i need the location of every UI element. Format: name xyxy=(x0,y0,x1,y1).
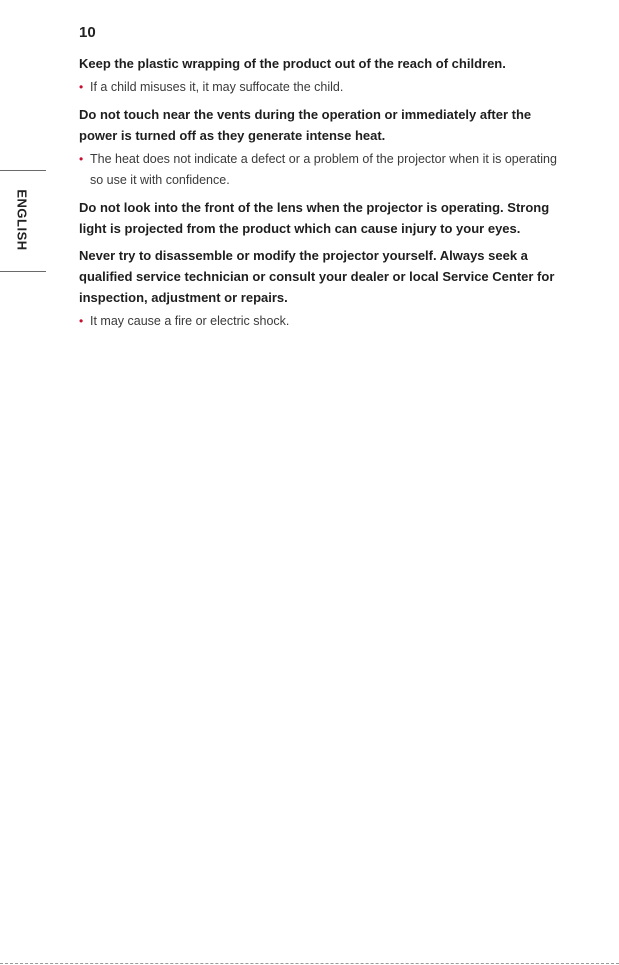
bullet-item xyxy=(79,311,557,332)
bullet-icon: • xyxy=(79,80,84,94)
bullet-text: It may cause a fire or electric shock. xyxy=(90,314,290,328)
warning-heading: Do not look into the front of the lens when the projector is operating. Strong light is projected from the product which can cause injury to your eyes. xyxy=(79,200,550,236)
bullet-list xyxy=(79,311,557,332)
bullet-text: The heat does not indicate a defect or a problem of the projector when it is operating so use it with confidence. xyxy=(90,152,557,187)
warning-heading: Keep the plastic wrapping of the product out of the reach of children. xyxy=(79,56,506,71)
safety-section xyxy=(79,197,557,239)
safety-section xyxy=(79,53,557,98)
safety-section xyxy=(79,245,557,332)
warning-heading: Do not touch near the vents during the operation or immediately after the power is turned off as they generate intense heat. xyxy=(79,107,532,143)
safety-content xyxy=(79,53,557,338)
warning-heading: Never try to disassemble or modify the projector yourself. Always seek a qualified service technician or consult your dealer or local Service Center for inspection, adjustment or repairs. xyxy=(79,248,555,305)
language-label: ENGLISH xyxy=(14,189,30,251)
bullet-list xyxy=(79,77,557,98)
bullet-text: If a child misuses it, it may suffocate the child. xyxy=(90,80,344,94)
bullet-item xyxy=(79,149,557,191)
bullet-item xyxy=(79,77,557,98)
bullet-list xyxy=(79,149,557,191)
bullet-icon: • xyxy=(79,152,84,166)
footer-divider xyxy=(0,963,619,964)
safety-section xyxy=(79,104,557,191)
bullet-icon: • xyxy=(79,314,84,328)
page-number: 10 xyxy=(79,24,96,41)
